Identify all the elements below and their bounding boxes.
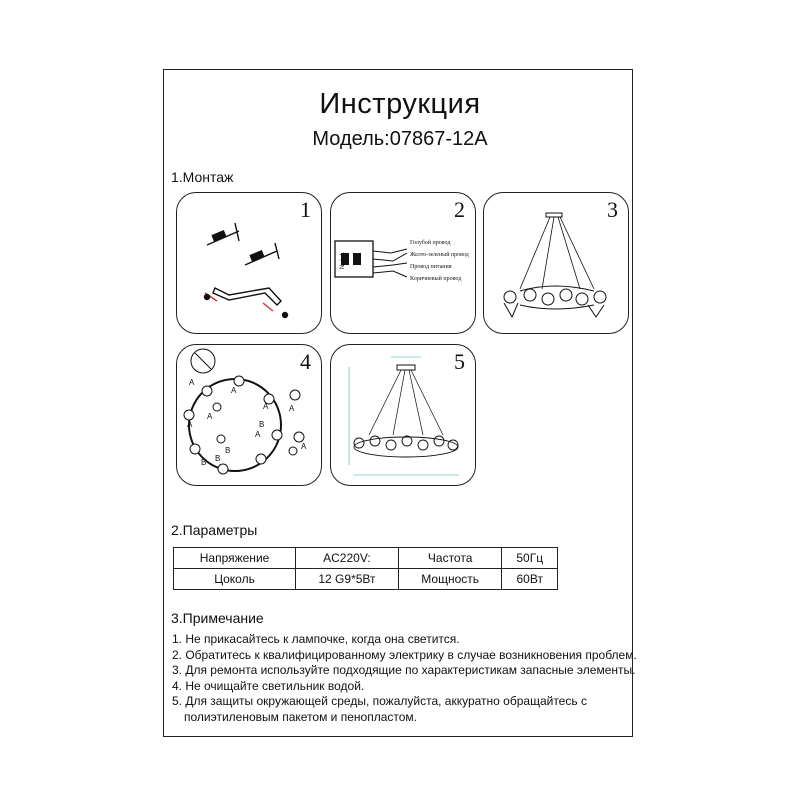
part-letter: A: [231, 386, 237, 395]
table-cell: Частота: [398, 548, 502, 569]
list-item: 4. Не очищайте светильник водой.: [172, 678, 365, 693]
part-letter: A: [255, 430, 261, 439]
part-letter: A: [263, 402, 269, 411]
wire-label: Желто-зеленый провод: [410, 252, 469, 258]
step-number: 3: [607, 197, 618, 222]
section-notes-heading: 3.Примечание: [171, 610, 264, 626]
table-cell: 50Гц: [502, 548, 558, 569]
dimensions-icon: [331, 345, 476, 486]
part-letter: A: [187, 420, 193, 429]
part-letter: A: [189, 378, 195, 387]
list-item: 5. Для защиты окружающей среды, пожалуйста, аккуратно обращайтесь с: [172, 694, 587, 708]
section-params-heading: 2.Параметры: [171, 522, 258, 538]
section-mounting-heading: 1.Монтаж: [171, 169, 234, 185]
part-letter: B: [259, 420, 265, 429]
table-cell: Цоколь: [174, 569, 296, 590]
params-table: [173, 547, 558, 590]
notes-list: [172, 632, 637, 725]
step-number: 2: [454, 197, 465, 222]
table-row: [174, 548, 558, 569]
part-letter: A: [301, 442, 307, 451]
step-number: 1: [300, 197, 311, 222]
step-number: 4: [300, 349, 311, 374]
table-cell: AC220V:: [296, 548, 399, 569]
table-cell: 12 G9*5Вт: [296, 569, 399, 590]
part-letter: B: [215, 454, 221, 463]
step-3-panel: [483, 192, 629, 334]
part-letter: B: [201, 458, 207, 467]
model-number: Модель:07867-12A: [312, 128, 488, 150]
bulb-assembly-icon: [177, 345, 322, 486]
wire-label: Голубой провод: [410, 240, 451, 246]
table-cell: 60Вт: [502, 569, 558, 590]
table-row: [174, 569, 558, 590]
list-item: 2. Обратитесь к квалифицированному электрику в случае возникновения проблем.: [172, 647, 637, 662]
step-number: 5: [454, 349, 465, 374]
list-item: 3. Для ремонта используйте подходящие по характеристикам запасные элементы.: [172, 663, 636, 677]
part-letter: A: [289, 404, 295, 413]
document-title: Инструкция: [319, 88, 481, 120]
part-letter: B: [225, 446, 231, 455]
step-5-panel: [330, 344, 476, 486]
list-item: 1. Не прикасайтесь к лампочке, когда она светится.: [172, 632, 460, 646]
step-4-panel: [176, 344, 322, 486]
part-letter: A: [207, 412, 213, 421]
table-cell: Напряжение: [174, 548, 296, 569]
chandelier-hanging-icon: [484, 193, 629, 334]
wire-label: Провод питания: [410, 264, 452, 270]
step-2-panel: [330, 192, 476, 334]
wire-label: Коричневый провод: [410, 276, 462, 282]
step-1-panel: [176, 192, 322, 334]
ceiling-bracket-icon: [177, 193, 322, 334]
terminal-label: N ⏚ L: [340, 251, 346, 269]
list-item: полиэтиленовым пакетом и пенопластом.: [184, 709, 417, 724]
table-cell: Мощность: [398, 569, 502, 590]
